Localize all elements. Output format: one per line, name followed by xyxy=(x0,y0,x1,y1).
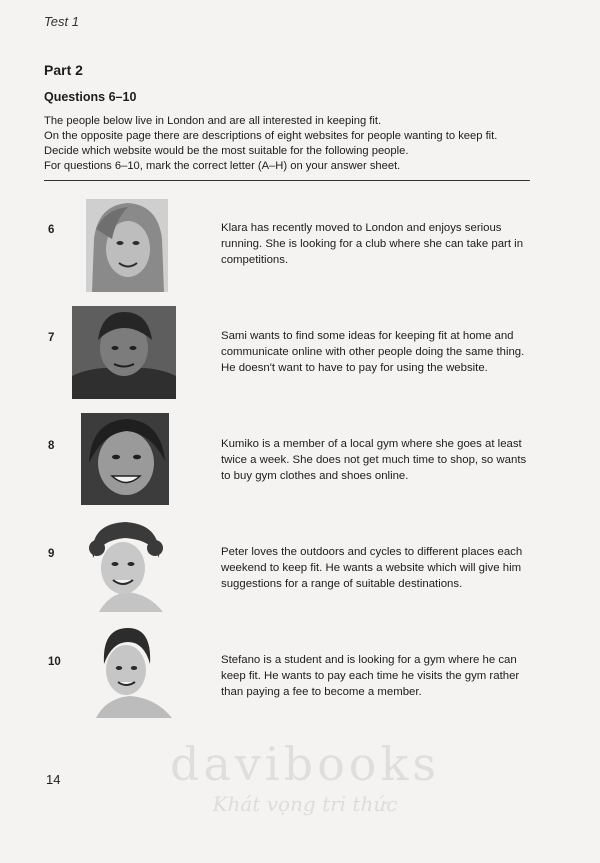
description-line: Klara has recently moved to London and enjoys serious xyxy=(221,222,502,234)
description-line: keep fit. He wants to pay each time he visits the gym rather xyxy=(221,670,520,682)
description-line: to buy gym clothes and shoes online. xyxy=(221,470,409,482)
photo-sami xyxy=(72,306,176,399)
description-line: communicate online with other people doing the same thing. xyxy=(221,346,525,358)
instruction-line: The people below live in London and are all interested in keeping fit. xyxy=(44,115,382,127)
description-line: competitions. xyxy=(221,254,289,266)
question-number: 9 xyxy=(48,548,55,560)
description-line: suggestions for a range of suitable destinations. xyxy=(221,578,463,590)
question-number: 8 xyxy=(48,440,55,452)
question-description xyxy=(221,328,531,376)
page-number: 14 xyxy=(46,772,61,787)
description-line: Sami wants to find some ideas for keeping fit at home and xyxy=(221,330,514,342)
instruction-line: On the opposite page there are descriptions of eight websites for people wanting to keep fit. xyxy=(44,130,498,142)
question-description xyxy=(221,652,531,700)
description-line: He doesn't want to have to pay for using the website. xyxy=(221,362,488,374)
instructions xyxy=(44,114,564,174)
instruction-line: Decide which website would be the most suitable for the following people. xyxy=(44,145,409,157)
description-line: Kumiko is a member of a local gym where she goes at least xyxy=(221,438,522,450)
description-line: running. She is looking for a club where she can take part in xyxy=(221,238,524,250)
question-description xyxy=(221,436,531,484)
description-line: Stefano is a student and is looking for a gym where he can xyxy=(221,654,517,666)
running-head: Test 1 xyxy=(44,14,79,29)
photo-stefano xyxy=(90,624,176,718)
description-line: twice a week. She does not get much time to shop, so wants xyxy=(221,454,527,466)
question-number: 10 xyxy=(48,656,61,668)
photo-peter xyxy=(79,518,174,612)
instruction-line: For questions 6–10, mark the correct letter (A–H) on your answer sheet. xyxy=(44,160,401,172)
part-title: Part 2 xyxy=(44,62,83,78)
question-description xyxy=(221,544,531,592)
description-line: than paying a fee to become a member. xyxy=(221,686,422,698)
watermark-tagline: Khát vọng tri thức xyxy=(212,792,398,816)
questions-title: Questions 6–10 xyxy=(44,90,137,104)
section-divider xyxy=(44,180,530,181)
watermark xyxy=(160,738,450,816)
description-line: weekend to keep fit. He wants a website which will give him xyxy=(221,562,522,574)
photo-klara xyxy=(86,199,168,292)
question-number: 6 xyxy=(48,224,55,236)
question-number: 7 xyxy=(48,332,55,344)
question-description xyxy=(221,220,531,268)
watermark-brand: davibooks xyxy=(170,737,440,791)
photo-kumiko xyxy=(81,413,169,505)
description-line: Peter loves the outdoors and cycles to different places each xyxy=(221,546,523,558)
